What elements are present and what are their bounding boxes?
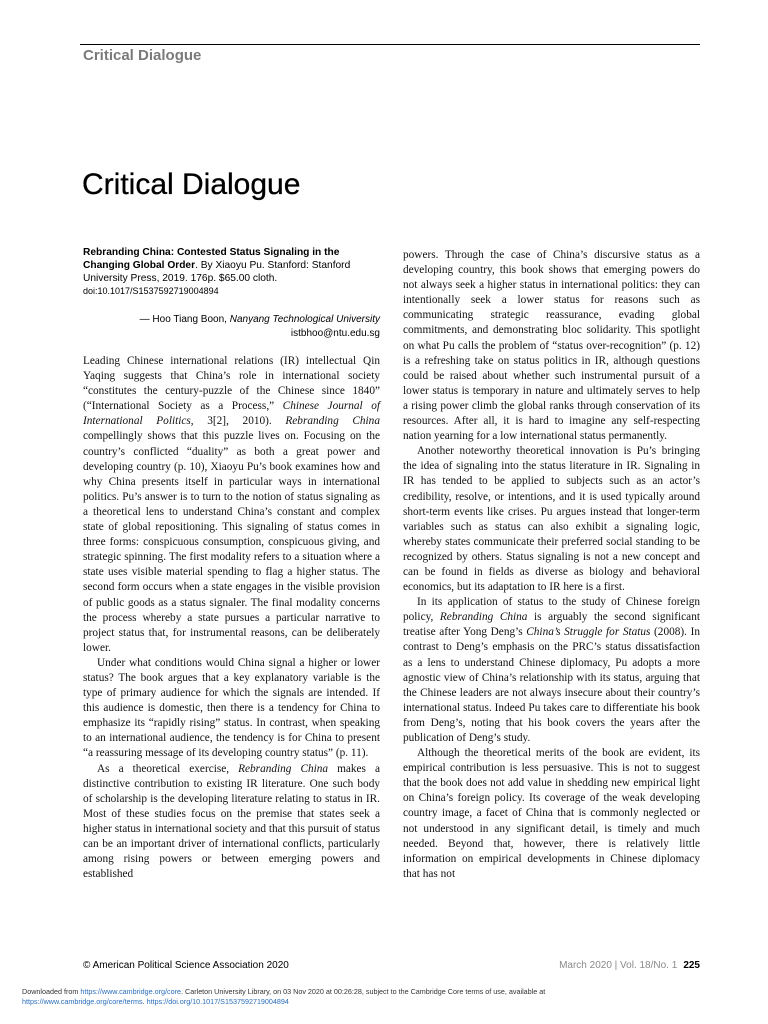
issue-info: March 2020 | Vol. 18/No. 1 xyxy=(559,960,678,971)
reviewer-byline xyxy=(83,313,380,340)
footer-issue xyxy=(559,960,700,971)
core-link[interactable]: https://www.cambridge.org/core xyxy=(80,987,182,996)
download-note: Downloaded from https://www.cambridge.org/core. Carleton University Library, on 03 Nov 2020 at 00:26:28, subject to the Cambridge Core terms of use, available at https://www.cambridge.org/core/terms. https://doi.org/10.1017/S1537592719004894 xyxy=(22,987,546,1006)
paragraph: As a theoretical exercise, Rebranding China makes a distinctive contribution to existing IR literature. One such body of scholarship is the developing literature relating to status in IR. Most of these studies focus on the premise that states seek a higher status in international society and that this pursuit of status can be an important driver of international conflicts, particularly among rising powers or between emerging powers and established xyxy=(83,762,380,881)
book-doi: doi:10.1017/S1537592719004894 xyxy=(83,286,219,296)
review-heading xyxy=(83,246,383,298)
paragraph: Leading Chinese international relations (IR) intellectual Qin Yaqing suggests that China’s role in international society “constitutes the century-puzzle of the Chinese since 1840” (“International Society as a Process,” Chinese Journal of International Politics, 3[2], 2010). Rebranding China compellingly shows that this puzzle lives on. Focusing on the country’s conflicted “duality” as both a great power and developing country (p. 10), Xiaoyu Pu’s book examines how and why China presents itself in particular ways in international politics. Pu’s answer is to turn to the notion of status signaling as a theoretical lens to understand China’s constant and complex state of global repositioning. This signaling of status comes in three forms: conspicuous consumption, conspicuous giving, and strategic spinning. The first modality refers to a situation where a state uses visible material spending to flag a higher status. The second form occurs when a state engages in the visible provision of public goods as a status signaler. The final modality concerns the process whereby a state pursues a particular narrative to project status that, for instrumental reasons, can be deliberately lower. xyxy=(83,355,380,654)
running-head: Critical Dialogue xyxy=(83,47,202,64)
page-number: 225 xyxy=(683,960,700,971)
left-column xyxy=(83,354,380,882)
top-rule xyxy=(80,44,700,45)
reviewer-email: istbhoo@ntu.edu.sg xyxy=(290,327,380,339)
paragraph: Under what conditions would China signal a higher or lower status? The book argues that a key explanatory variable is the type of primary audience for which the signals are intended. If this audience is domestic, then there is a tendency for China to emphasize its “rapidly rising” status. In contrast, when speaking to an international audience, the tendency is for China to present “a reassuring message of its developing country status” (p. 11). xyxy=(83,656,380,760)
footer-copyright: © American Political Science Association 2020 xyxy=(83,960,289,971)
paragraph: powers. Through the case of China’s discursive status as a developing country, this book shows that emerging powers do not always seek a higher status in international politics: they can intentionally seek a lower status for reasons such as communicating strategic reassurance, evading global commitments, and demonstrating bloc solidarity. This spotlight on what Pu calls the problem of “status over-recognition” (p. 12) is a refreshing take on status politics in IR, although questions could be raised about whether such instrumental pursuit of a lower status is temporary in nature and ultimately serves to help a rising power climb the global ranks through conservation of its resources. After all, it is hard to imagine any self-respecting nation yearning for a low international status permanently. xyxy=(403,249,700,443)
book-title: Rebranding China: Contested Status Signaling in the Changing Global Order xyxy=(83,247,340,271)
reviewer-affiliation: Nanyang Technological University xyxy=(229,314,380,325)
doi-link[interactable]: https://doi.org/10.1017/S1537592719004894 xyxy=(146,996,289,1006)
page-title: Critical Dialogue xyxy=(82,168,301,201)
paragraph: Another noteworthy theoretical innovation is Pu’s bringing the idea of signaling into the status literature in IR. Signaling in IR has tended to be applied to subjects such as an actor’s credibility, resolve, or intentions, and it is used typically around short-term events like crises. Pu argues instead that longer-term variables such as status can also exhibit a signaling logic, whereby states communicate their preferred social standing to be recognized by others. Status signaling is not a new concept and can be found in fields as diverse as biology and behavioral economics, but its adaptation to IR here is a first. xyxy=(403,445,700,594)
terms-link[interactable]: https://www.cambridge.org/core/terms xyxy=(22,996,143,1006)
book-citation: . By Xiaoyu Pu. Stanford: Stanford University Press, 2019. 176p. $65.00 cloth. xyxy=(83,260,351,284)
reviewer-name: — Hoo Tiang Boon, xyxy=(139,314,230,325)
paragraph: Although the theoretical merits of the book are evident, its empirical contribution is less persuasive. This is not to suggest that the book does not add value in shedding new empirical light on China’s foreign policy. Its coverage of the weak developing country image, a facet of China that is commonly neglected or not understood in any significant detail, is timely and much needed. Beyond that, however, there is relatively little information on empirical developments in Chinese diplomacy that has not xyxy=(403,747,700,880)
paragraph: In its application of status to the study of Chinese foreign policy, Rebranding China is arguably the second significant treatise after Yong Deng’s China’s Struggle for Status (2008). In contrast to Deng’s emphasis on the PRC’s status dissatisfaction as a lens to understand Chinese diplomacy, Pu adopts a more agnostic view of China’s relationship with its status, arguing that the Chinese leaders are not always insecure about their country’s international status. Indeed Pu takes care to differentiate his book from Deng’s, noting that his book covers the years after the publication of Deng’s study. xyxy=(403,596,700,744)
right-column xyxy=(403,248,700,882)
